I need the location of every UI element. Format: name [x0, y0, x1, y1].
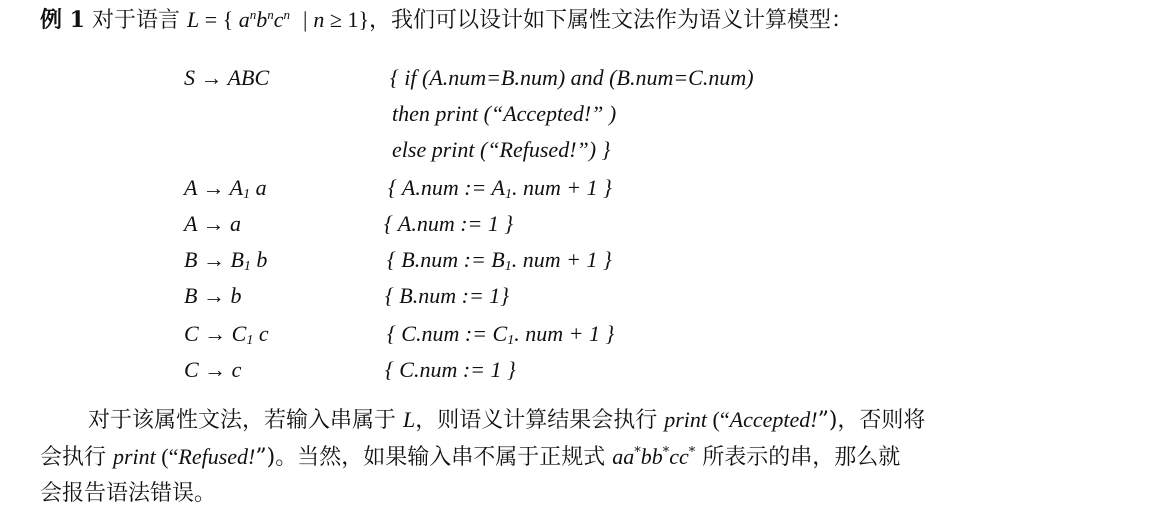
para-text: 所表示的串，那么就 [695, 445, 901, 470]
rule-production: C → c [184, 357, 242, 382]
prod-rhs: c [253, 321, 269, 346]
regex-part: bb [640, 444, 663, 469]
example-heading [40, 6, 853, 35]
para-text: ，则语义计算结果会执行 [415, 408, 665, 433]
regex-part: cc [669, 444, 689, 469]
para-print: print [664, 407, 708, 432]
para-refused: Refused! [178, 444, 256, 469]
rule-production [184, 174, 267, 202]
prod-sub: 1 [243, 259, 251, 274]
regex-star: * [688, 445, 696, 460]
action-post: . num + 1 } [514, 321, 615, 346]
rule-production [184, 320, 269, 348]
para-print: print [113, 444, 156, 469]
paragraph-line-3: 会报告语法错误。 [40, 481, 217, 506]
paragraph-line-1 [88, 406, 925, 435]
regex-star: * [662, 445, 670, 460]
action-sub: 1 [507, 333, 515, 348]
cond-rest: ≥ 1}， [324, 7, 392, 32]
rule-action [387, 320, 614, 348]
action-post: . num + 1 } [511, 247, 612, 272]
intro-text-after: 我们可以设计如下属性文法作为语义计算模型： [391, 8, 854, 33]
para-quote: (“ [707, 407, 730, 432]
rule-action [387, 246, 612, 274]
rule-production: A → a [184, 211, 242, 236]
lang-b-exp: n [267, 7, 274, 22]
rule-action: { C.num := 1 } [385, 357, 516, 382]
lang-c-exp: n [283, 7, 290, 22]
language-symbol: L [186, 7, 200, 32]
rule-production: S → ABC [184, 65, 270, 90]
rule-production: B → b [184, 283, 242, 308]
para-text: ”)，否则将 [817, 408, 926, 433]
rule-action-then: then print (“Accepted!” ) [392, 101, 617, 126]
rule-production [184, 246, 267, 274]
action-sub: 1 [504, 187, 512, 202]
para-text: 对于该属性文法，若输入串属于 [88, 408, 403, 433]
para-text: 会执行 [40, 445, 113, 470]
regex-star: * [634, 445, 641, 460]
lang-a: a [238, 7, 250, 32]
action-post: . num + 1 } [511, 175, 612, 200]
paragraph-line-2 [40, 443, 900, 472]
lang-a-exp: n [249, 7, 257, 22]
action-sub: 1 [504, 259, 512, 274]
intro-text-before: 对于语言 [91, 8, 180, 33]
rule-action: { if (A.num=B.num) and (B.num=C.num) [390, 65, 754, 90]
language-eq: = { [199, 7, 239, 32]
para-text: ”)。当然，如果输入串不属于正规式 [255, 445, 613, 470]
regex-part: aa [612, 444, 635, 469]
rule-action: { B.num := 1} [385, 283, 510, 308]
prod-sub: 1 [243, 187, 251, 202]
prod-lhs: A → A [184, 175, 244, 200]
action-pre: { A.num := A [388, 175, 505, 200]
prod-rhs: b [250, 247, 268, 272]
para-symbol: L [403, 407, 416, 432]
para-accepted: Accepted! [729, 407, 818, 432]
lang-c: c [273, 7, 284, 32]
lang-b: b [256, 7, 268, 32]
cond-n: n [313, 7, 325, 32]
prod-lhs: B → B [184, 247, 244, 272]
prod-sub: 1 [246, 333, 254, 348]
set-bar: | [302, 7, 308, 32]
rule-action [388, 174, 612, 202]
example-label: 例 1 [40, 7, 85, 33]
prod-rhs: a [250, 175, 267, 200]
rule-action: { A.num := 1 } [384, 211, 514, 236]
rule-action-else: else print (“Refused!”) } [392, 137, 611, 162]
action-pre: { C.num := C [387, 321, 508, 346]
para-quote: (“ [155, 444, 179, 469]
action-pre: { B.num := B [387, 247, 505, 272]
prod-lhs: C → C [184, 321, 247, 346]
